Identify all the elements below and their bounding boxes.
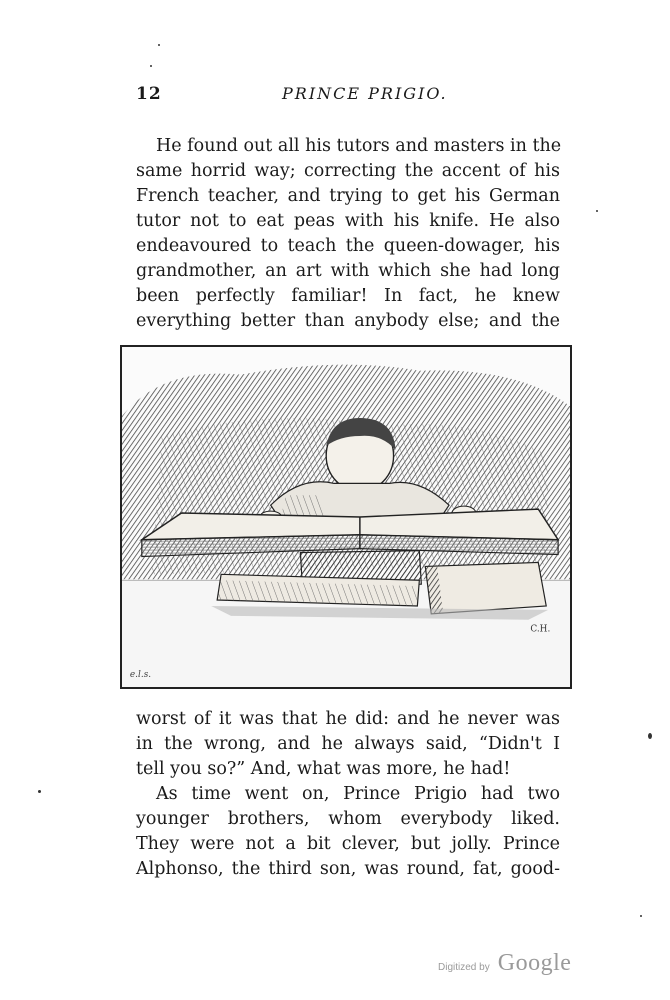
text-line: He found out all his tutors and masters in the	[156, 136, 562, 156]
text-line: same horrid way; correcting the accent of his	[136, 161, 560, 181]
text-line: worst of it was that he did: and he never was	[136, 709, 560, 729]
illustration	[120, 345, 572, 689]
running-title: PRINCE PRIGIO.	[282, 84, 448, 103]
google-logo: Google	[497, 950, 572, 976]
artist-initials: C.H.	[530, 624, 551, 635]
text-line: been perfectly familiar! In fact, he knew	[136, 286, 560, 306]
text-line: French teacher, and trying to get his German	[136, 186, 560, 206]
text-line: grandmother, an art with which she had long	[136, 261, 560, 281]
digitized-prefix: Digitized by	[438, 962, 490, 973]
engraver-mark: e.l.s.	[129, 670, 152, 681]
digitized-by-google-watermark	[438, 950, 571, 977]
text-line: younger brothers, whom everybody liked.	[136, 809, 560, 829]
text-line: Alphonso, the third son, was round, fat, good-	[136, 859, 560, 879]
engraving-boy-reading-books	[122, 347, 570, 687]
text-line: endeavoured to teach the queen-dowager, his	[136, 236, 560, 256]
text-line: tell you so?” And, what was more, he had!	[136, 759, 511, 779]
text-line: They were not a bit clever, but jolly. Prince	[136, 834, 560, 854]
text-line: tutor not to eat peas with his knife. He also	[136, 211, 560, 231]
text-line: everything better than anybody else; and the	[136, 311, 560, 331]
page-header	[136, 84, 552, 108]
paragraph-bottom	[136, 707, 560, 882]
page-number: 12	[136, 84, 162, 104]
text-line: in the wrong, and he always said, “Didn't I	[136, 734, 560, 754]
paragraph-top	[136, 134, 560, 334]
text-line: As time went on, Prince Prigio had two	[156, 784, 560, 804]
